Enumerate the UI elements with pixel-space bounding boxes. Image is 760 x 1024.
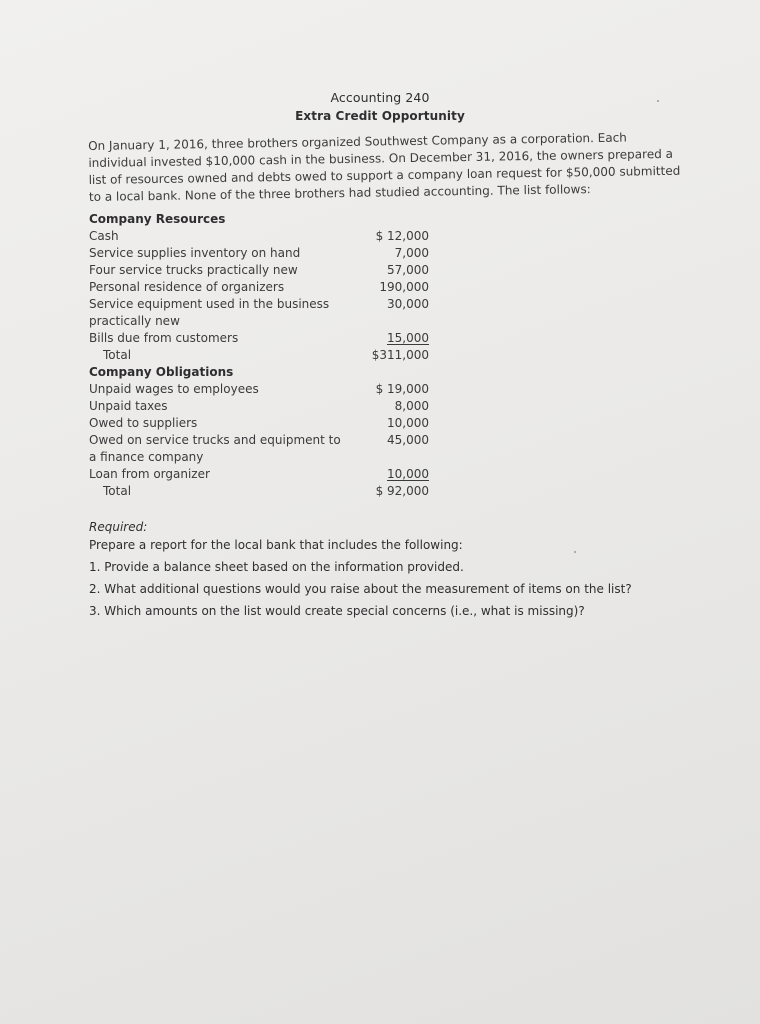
resources-total-label: Total <box>103 348 132 362</box>
obligations-total-amount: $ 92,000 <box>375 484 429 498</box>
resource-amount: 7,000 <box>394 246 429 260</box>
intro-paragraph: On January 1, 2016, three brothers organized Southwest Company as a corporation. Each individual invested $10,000 cash in the business. On December 31, 2016, the owners prepared a list of resources owned and debts owed to support a company loan request for $50,000 submitted to a local bank. None of the three brothers had studied accounting. The list follows: <box>88 130 681 204</box>
obligation-label: Owed to suppliers <box>89 416 198 430</box>
obligation-amount: 10,000 <box>387 416 429 430</box>
resource-row <box>89 296 429 330</box>
resource-amount: 190,000 <box>379 280 429 294</box>
obligation-row <box>89 381 429 398</box>
resource-row <box>89 228 429 245</box>
resource-label: Cash <box>89 229 119 243</box>
obligation-amount: 8,000 <box>394 399 429 413</box>
resource-amount: 30,000 <box>387 297 429 311</box>
required-item: 3. Which amounts on the list would create special concerns (i.e., what is missing)? <box>89 604 585 618</box>
paper-speck <box>574 551 576 553</box>
paper-speck <box>657 100 659 102</box>
obligation-label: Owed on service trucks and equipment to a finance company <box>89 433 341 464</box>
obligation-amount: 10,000 <box>387 467 429 481</box>
required-instruction: Prepare a report for the local bank that includes the following: <box>89 538 463 552</box>
resources-heading: Company Resources <box>89 212 226 226</box>
obligation-label: Loan from organizer <box>89 467 210 481</box>
obligation-row <box>89 398 429 415</box>
document-header <box>0 88 760 126</box>
required-label: Required: <box>89 520 148 534</box>
resource-label: Four service trucks practically new <box>89 263 298 277</box>
resource-label: Service equipment used in the business practically new <box>89 297 330 328</box>
resource-row <box>89 279 429 296</box>
resources-total-amount: $311,000 <box>371 348 429 362</box>
obligation-amount: 45,000 <box>387 433 429 447</box>
resource-row <box>89 245 429 262</box>
resource-label: Personal residence of organizers <box>89 280 285 294</box>
obligation-row <box>89 415 429 432</box>
resource-row <box>89 330 429 347</box>
required-section <box>89 518 649 620</box>
required-item: 1. Provide a balance sheet based on the information provided. <box>89 560 464 574</box>
resource-amount: 57,000 <box>387 263 429 277</box>
obligations-total-row <box>89 483 429 500</box>
obligations-total-label: Total <box>103 484 132 498</box>
obligation-row <box>89 466 429 483</box>
resource-row <box>89 262 429 279</box>
obligations-heading: Company Obligations <box>89 365 234 379</box>
obligation-label: Unpaid wages to employees <box>89 382 259 396</box>
required-item: 2. What additional questions would you raise about the measurement of items on the list? <box>89 582 632 596</box>
obligation-label: Unpaid taxes <box>89 399 168 413</box>
obligation-amount: $ 19,000 <box>375 382 429 396</box>
company-list <box>89 211 429 500</box>
resource-label: Service supplies inventory on hand <box>89 246 301 260</box>
obligation-row <box>89 432 429 466</box>
resource-amount: $ 12,000 <box>375 229 429 243</box>
assignment-subtitle: Extra Credit Opportunity <box>295 109 465 123</box>
resource-amount: 15,000 <box>387 331 429 345</box>
course-title: Accounting 240 <box>330 90 430 105</box>
resource-label: Bills due from customers <box>89 331 239 345</box>
resources-total-row <box>89 347 429 364</box>
